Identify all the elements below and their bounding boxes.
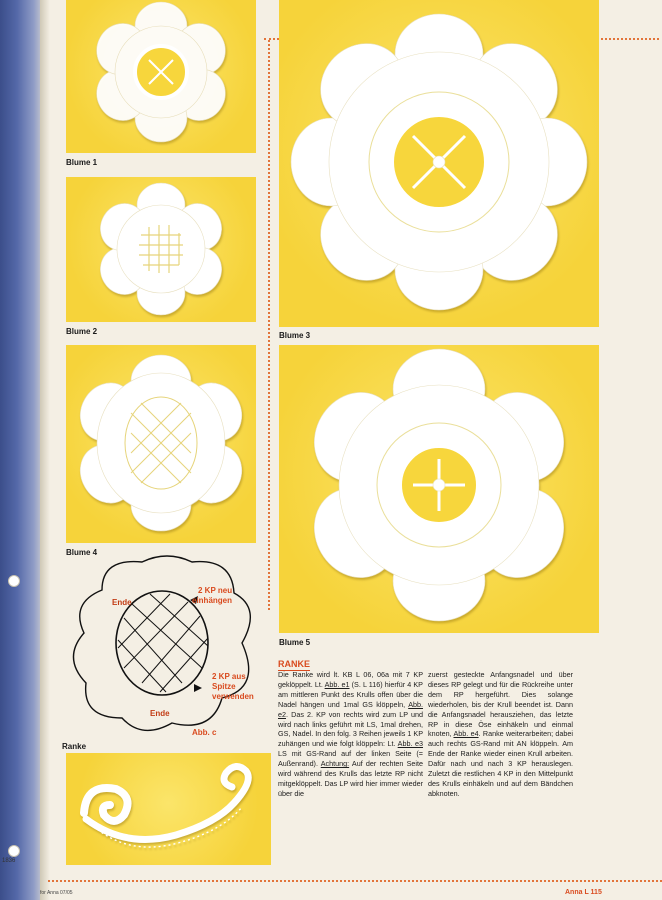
lace-flower-1 (66, 0, 256, 153)
binding-hole (8, 575, 20, 587)
binding-hole (8, 845, 20, 857)
lace-flower-2 (66, 177, 256, 322)
article-heading: RANKE (278, 659, 311, 669)
page-edge (40, 0, 50, 900)
article-text: LS mit GS-Rand auf der linken Seite (= Außenrand). (278, 749, 423, 769)
label-ende-bottom: Ende (150, 709, 170, 718)
label-kp-aus-line1: 2 KP aus (212, 672, 246, 681)
photo-blume-2 (66, 177, 256, 322)
figure-ref: Abb. e1 (324, 679, 350, 689)
footer-issue: for Anna 07/05 (40, 890, 73, 896)
lace-flower-4 (66, 345, 256, 543)
article-column-2 (428, 670, 573, 799)
label-ende-top: Ende (112, 598, 132, 607)
figure-ref: Abb. e2 (278, 699, 423, 719)
photo-blume-1 (66, 0, 256, 153)
label-kp-aus-line2: Spitze (212, 682, 236, 691)
article-text: zuerst gesteckte Anfangsnadel und über dieses RP gelegt und für die Rückreihe unter dem RP hergeführt. Dies solange wiederholen, bis der Krull beendet ist. Dann die Anfangsnadel herausziehen, das letzte RP in diese Öse einhäkeln und einmal knoten, (428, 670, 573, 739)
photo-blume-4 (66, 345, 256, 543)
pattern-diagram-abb-c (62, 548, 272, 748)
caption-blume-1: Blume 1 (66, 158, 98, 167)
photo-blume-3 (279, 0, 599, 327)
label-kp-neu-line1: 2 KP neu (198, 586, 233, 595)
article-text: Die Ranke wird lt. KB L 06, 06a mit 7 KP geklöppelt. Lt. (278, 670, 423, 689)
photo-blume-5 (279, 345, 599, 633)
dotted-rule (268, 40, 270, 610)
lace-flower-3 (279, 0, 599, 327)
article-text: . Das 2. KP von rechts wird zum LP und wird nach links geführt mit LS, 1mal drehen, GS, Nadel. In den folg. 3 Reihen jeweils 1 KP zuhängen und wie folgt klöppeln: Lt. (278, 709, 423, 749)
dotted-rule (48, 880, 662, 882)
margin-note: 1836 (2, 858, 16, 864)
label-kp-neu-line2: einhängen (192, 596, 233, 605)
article-text: . Ranke weiterarbeiten; dabei auch rechts GS-Rand mit AN klöppeln. Am Ende der Ranke wieder einen Krull arbeiten. Dafür nach und nach 3 KP herauslegen. Zuletzt die restlichen 4 KP in den Mittelpunkt des Krulls einhäkeln und auf dem Bändchen abknoten. (428, 729, 573, 798)
caption-blume-2: Blume 2 (66, 327, 98, 336)
warning-ref: Achtung: (320, 759, 350, 769)
article-text: Auf der rechten Seite wird während des Krulls das letzte RP nicht mitgeklöppelt. Das LP wird hier immer wieder über die (278, 759, 423, 798)
photo-ranke (66, 753, 271, 865)
diagram-drawing (62, 548, 272, 748)
article-text: (S. L 116) hierfür 4 KP am mittleren Punkt des Krulls offen über die Nadel hängen und 1mal GS klöppeln, (278, 679, 423, 709)
lace-flower-5 (279, 345, 599, 633)
label-abb-c: Abb. c (192, 728, 217, 737)
caption-blume-3: Blume 3 (279, 331, 311, 340)
lace-ranke (66, 753, 271, 865)
label-kp-aus-line3: verwenden (212, 692, 254, 701)
article-column-1 (278, 670, 423, 799)
caption-blume-5: Blume 5 (279, 638, 311, 647)
figure-ref: Abb. e4 (453, 729, 479, 739)
caption-ranke: Ranke (62, 742, 87, 751)
footer-page-number: Anna L 115 (565, 889, 602, 896)
caption-blume-4: Blume 4 (66, 548, 98, 557)
figure-ref: Abb. e3 (397, 739, 423, 749)
